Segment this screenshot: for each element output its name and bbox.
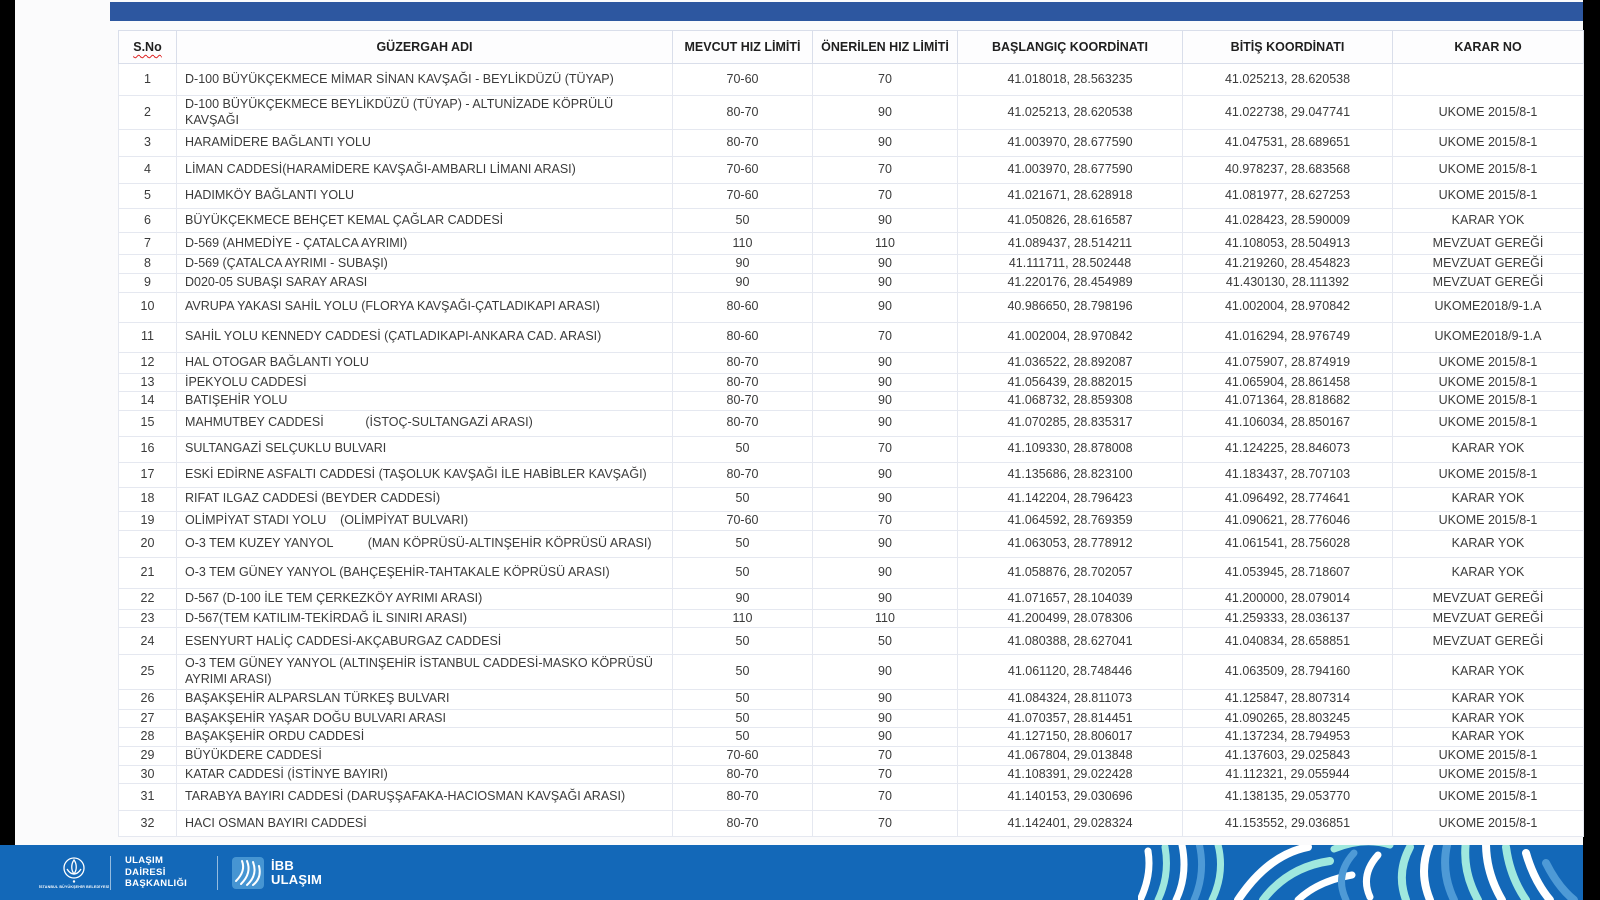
cell-end-coord: 41.096492, 28.774641 [1183,487,1393,511]
cell-decision: UKOME 2015/8-1 [1393,511,1584,530]
cell-end-coord: 41.090621, 28.776046 [1183,511,1393,530]
col-header-start-coord: BAŞLANGIÇ KOORDİNATI [958,31,1183,64]
table-row [119,588,1584,609]
cell-sno: 31 [119,784,177,811]
cell-current-limit: 50 [673,487,813,511]
table-row [119,689,1584,709]
cell-start-coord: 41.058876, 28.702057 [958,557,1183,588]
footer-divider [217,856,218,890]
cell-end-coord: 41.047531, 28.689651 [1183,130,1393,157]
cell-sno: 8 [119,255,177,274]
cell-end-coord: 40.978237, 28.683568 [1183,157,1393,184]
cell-proposed-limit: 110 [813,233,958,255]
cell-proposed-limit: 90 [813,273,958,292]
ibb-emblem-caption: İSTANBUL BÜYÜKŞEHİR BELEDİYESİ [38,884,110,889]
cell-start-coord: 41.018018, 28.563235 [958,64,1183,96]
table-row [119,728,1584,747]
table-row [119,352,1584,373]
cell-end-coord: 41.137603, 29.025843 [1183,746,1393,765]
cell-route: BAŞAKŞEHİR ORDU CADDESİ [177,728,673,747]
table-row [119,410,1584,436]
cell-current-limit: 80-60 [673,322,813,352]
cell-sno: 19 [119,511,177,530]
cell-decision: UKOME 2015/8-1 [1393,746,1584,765]
cell-end-coord: 41.090265, 28.803245 [1183,709,1393,728]
cell-proposed-limit: 90 [813,255,958,274]
cell-decision: KARAR YOK [1393,709,1584,728]
table-row [119,609,1584,628]
cell-current-limit: 50 [673,628,813,655]
cell-current-limit: 80-70 [673,373,813,392]
cell-proposed-limit: 90 [813,209,958,233]
cell-current-limit: 70-60 [673,746,813,765]
department-label: ULAŞIM DAİRESİ BAŞKANLIĞI [125,854,188,890]
cell-decision: UKOME 2015/8-1 [1393,373,1584,392]
cell-end-coord: 41.028423, 28.590009 [1183,209,1393,233]
cell-decision: MEVZUAT GEREĞİ [1393,609,1584,628]
cell-end-coord: 41.016294, 28.976749 [1183,322,1393,352]
footer-logos [38,845,329,900]
cell-end-coord: 41.063509, 28.794160 [1183,655,1393,689]
cell-sno: 23 [119,609,177,628]
cell-decision: KARAR YOK [1393,557,1584,588]
cell-route: İPEKYOLU CADDESİ [177,373,673,392]
cell-end-coord: 41.112321, 29.055944 [1183,765,1393,784]
cell-decision: UKOME 2015/8-1 [1393,784,1584,811]
cell-current-limit: 80-70 [673,784,813,811]
cell-current-limit: 90 [673,255,813,274]
cell-start-coord: 41.067804, 29.013848 [958,746,1183,765]
col-header-current-limit: MEVCUT HIZ LİMİTİ [673,31,813,64]
cell-sno: 4 [119,157,177,184]
table-row [119,765,1584,784]
cell-end-coord: 41.183437, 28.707103 [1183,462,1393,487]
cell-start-coord: 41.142401, 29.028324 [958,811,1183,837]
table-row [119,557,1584,588]
cell-decision: KARAR YOK [1393,436,1584,462]
cell-proposed-limit: 90 [813,709,958,728]
cell-end-coord: 41.137234, 28.794953 [1183,728,1393,747]
cell-current-limit: 50 [673,709,813,728]
cell-route: O-3 TEM GÜNEY YANYOL (BAHÇEŞEHİR-TAHTAKALE KÖPRÜSÜ ARASI) [177,557,673,588]
cell-start-coord: 41.056439, 28.882015 [958,373,1183,392]
cell-end-coord: 41.022738, 29.047741 [1183,96,1393,130]
col-header-route: GÜZERGAH ADI [177,31,673,64]
cell-sno: 24 [119,628,177,655]
cell-current-limit: 50 [673,209,813,233]
cell-end-coord: 41.259333, 28.036137 [1183,609,1393,628]
cell-decision: UKOME 2015/8-1 [1393,811,1584,837]
cell-end-coord: 41.430130, 28.111392 [1183,273,1393,292]
col-header-decision: KARAR NO [1393,31,1584,64]
cell-sno: 15 [119,410,177,436]
cell-decision: UKOME 2015/8-1 [1393,157,1584,184]
cell-route: HAL OTOGAR BAĞLANTI YOLU [177,352,673,373]
cell-end-coord: 41.124225, 28.846073 [1183,436,1393,462]
cell-proposed-limit: 90 [813,96,958,130]
table-row [119,130,1584,157]
cell-current-limit: 90 [673,588,813,609]
cell-sno: 28 [119,728,177,747]
cell-end-coord: 41.002004, 28.970842 [1183,292,1393,322]
cell-current-limit: 50 [673,530,813,557]
cell-decision: UKOME 2015/8-1 [1393,352,1584,373]
cell-route: KATAR CADDESİ (İSTİNYE BAYIRI) [177,765,673,784]
cell-sno: 13 [119,373,177,392]
cell-start-coord: 41.071657, 28.104039 [958,588,1183,609]
table-row [119,157,1584,184]
cell-route: BÜYÜKÇEKMECE BEHÇET KEMAL ÇAĞLAR CADDESİ [177,209,673,233]
cell-sno: 32 [119,811,177,837]
cell-current-limit: 110 [673,233,813,255]
cell-proposed-limit: 90 [813,352,958,373]
cell-route: ESENYURT HALİÇ CADDESİ-AKÇABURGAZ CADDESİ [177,628,673,655]
cell-proposed-limit: 90 [813,392,958,411]
cell-proposed-limit: 90 [813,689,958,709]
cell-end-coord: 41.081977, 28.627253 [1183,184,1393,209]
cell-start-coord: 41.142204, 28.796423 [958,487,1183,511]
cell-proposed-limit: 70 [813,157,958,184]
table-row [119,530,1584,557]
table-row [119,487,1584,511]
cell-decision: UKOME2018/9-1.A [1393,322,1584,352]
cell-start-coord: 41.200499, 28.078306 [958,609,1183,628]
cell-proposed-limit: 110 [813,609,958,628]
cell-decision: MEVZUAT GEREĞİ [1393,273,1584,292]
cell-start-coord: 41.021671, 28.628918 [958,184,1183,209]
top-accent-bar [110,2,1583,21]
cell-route: O-3 TEM KUZEY YANYOL (MAN KÖPRÜSÜ-ALTINŞEHİR KÖPRÜSÜ ARASI) [177,530,673,557]
cell-sno: 1 [119,64,177,96]
cell-proposed-limit: 90 [813,130,958,157]
cell-proposed-limit: 70 [813,184,958,209]
cell-start-coord: 41.080388, 28.627041 [958,628,1183,655]
speed-limit-table [118,30,1584,837]
table-body [119,64,1584,837]
cell-proposed-limit: 70 [813,784,958,811]
cell-start-coord: 41.036522, 28.892087 [958,352,1183,373]
cell-current-limit: 50 [673,557,813,588]
col-header-end-coord: BİTİŞ KOORDİNATI [1183,31,1393,64]
cell-route: ESKİ EDİRNE ASFALTI CADDESİ (TAŞOLUK KAVŞAĞI İLE HABİBLER KAVŞAĞI) [177,462,673,487]
cell-current-limit: 80-70 [673,130,813,157]
cell-start-coord: 41.003970, 28.677590 [958,157,1183,184]
cell-end-coord: 41.153552, 29.036851 [1183,811,1393,837]
cell-proposed-limit: 70 [813,746,958,765]
cell-route: TARABYA BAYIRI CADDESİ (DARUŞŞAFAKA-HACIOSMAN KAVŞAĞI ARASI) [177,784,673,811]
cell-sno: 22 [119,588,177,609]
cell-sno: 12 [119,352,177,373]
ibb-emblem-icon [61,855,87,885]
cell-start-coord: 41.070285, 28.835317 [958,410,1183,436]
cell-sno: 20 [119,530,177,557]
cell-start-coord: 41.127150, 28.806017 [958,728,1183,747]
cell-route: BATIŞEHİR YOLU [177,392,673,411]
cell-route: HACI OSMAN BAYIRI CADDESİ [177,811,673,837]
cell-start-coord: 41.108391, 29.022428 [958,765,1183,784]
cell-current-limit: 80-70 [673,811,813,837]
cell-start-coord: 41.111711, 28.502448 [958,255,1183,274]
cell-route: D-567(TEM KATILIM-TEKİRDAĞ İL SINIRI ARASI) [177,609,673,628]
table-row [119,209,1584,233]
cell-route: SULTANGAZİ SELÇUKLU BULVARI [177,436,673,462]
cell-decision: MEVZUAT GEREĞİ [1393,588,1584,609]
ibb-ulasim-logo [232,857,329,889]
cell-sno: 14 [119,392,177,411]
cell-route: OLİMPİYAT STADI YOLU (OLİMPİYAT BULVARI) [177,511,673,530]
table-row [119,322,1584,352]
cell-sno: 10 [119,292,177,322]
cell-proposed-limit: 50 [813,628,958,655]
cell-proposed-limit: 90 [813,487,958,511]
cell-end-coord: 41.065904, 28.861458 [1183,373,1393,392]
cell-decision: KARAR YOK [1393,689,1584,709]
cell-start-coord: 41.220176, 28.454989 [958,273,1183,292]
cell-route: HARAMİDERE BAĞLANTI YOLU [177,130,673,157]
table-row [119,373,1584,392]
fingerprint-graphic [1138,845,1583,900]
cell-current-limit: 80-70 [673,96,813,130]
cell-proposed-limit: 90 [813,530,958,557]
cell-decision: MEVZUAT GEREĞİ [1393,255,1584,274]
cell-route: D-100 BÜYÜKÇEKMECE MİMAR SİNAN KAVŞAĞI - BEYLİKDÜZÜ (TÜYAP) [177,64,673,96]
table-row [119,392,1584,411]
table-row [119,64,1584,96]
table-header-row [119,31,1584,64]
cell-start-coord: 40.986650, 28.798196 [958,292,1183,322]
cell-decision: KARAR YOK [1393,209,1584,233]
cell-proposed-limit: 90 [813,410,958,436]
cell-decision [1393,64,1584,96]
table-row [119,709,1584,728]
table-row [119,292,1584,322]
cell-start-coord: 41.068732, 28.859308 [958,392,1183,411]
cell-sno: 26 [119,689,177,709]
table-row [119,655,1584,689]
footer-bar [0,845,1583,900]
cell-decision: UKOME 2015/8-1 [1393,765,1584,784]
cell-current-limit: 80-70 [673,392,813,411]
cell-proposed-limit: 70 [813,322,958,352]
cell-start-coord: 41.050826, 28.616587 [958,209,1183,233]
cell-route: BÜYÜKDERE CADDESİ [177,746,673,765]
cell-proposed-limit: 90 [813,373,958,392]
cell-sno: 11 [119,322,177,352]
cell-start-coord: 41.061120, 28.748446 [958,655,1183,689]
cell-proposed-limit: 90 [813,588,958,609]
cell-route: D-567 (D-100 İLE TEM ÇERKEZKÖY AYRIMI ARASI) [177,588,673,609]
cell-decision: UKOME2018/9-1.A [1393,292,1584,322]
table-row [119,273,1584,292]
cell-end-coord: 41.108053, 28.504913 [1183,233,1393,255]
cell-end-coord: 41.219260, 28.454823 [1183,255,1393,274]
cell-current-limit: 110 [673,609,813,628]
cell-end-coord: 41.053945, 28.718607 [1183,557,1393,588]
cell-route: BAŞAKŞEHİR YAŞAR DOĞU BULVARI ARASI [177,709,673,728]
table-row [119,96,1584,130]
cell-proposed-limit: 90 [813,292,958,322]
cell-end-coord: 41.071364, 28.818682 [1183,392,1393,411]
cell-start-coord: 41.089437, 28.514211 [958,233,1183,255]
cell-sno: 6 [119,209,177,233]
cell-proposed-limit: 90 [813,728,958,747]
table-row [119,628,1584,655]
cell-current-limit: 50 [673,655,813,689]
cell-start-coord: 41.135686, 28.823100 [958,462,1183,487]
ibb-ulasim-icon [232,857,264,889]
cell-start-coord: 41.003970, 28.677590 [958,130,1183,157]
speed-limit-table-wrap [118,30,1583,837]
cell-start-coord: 41.025213, 28.620538 [958,96,1183,130]
cell-route: SAHİL YOLU KENNEDY CADDESİ (ÇATLADIKAPI-ANKARA CAD. ARASI) [177,322,673,352]
cell-decision: UKOME 2015/8-1 [1393,410,1584,436]
cell-sno: 17 [119,462,177,487]
table-row [119,233,1584,255]
cell-sno: 5 [119,184,177,209]
cell-route: D-569 (AHMEDİYE - ÇATALCA AYRIMI) [177,233,673,255]
cell-sno: 7 [119,233,177,255]
cell-current-limit: 70-60 [673,64,813,96]
col-header-proposed-limit: ÖNERİLEN HIZ LİMİTİ [813,31,958,64]
cell-start-coord: 41.140153, 29.030696 [958,784,1183,811]
cell-current-limit: 70-60 [673,511,813,530]
ibb-municipality-logo [38,855,110,890]
cell-sno: 3 [119,130,177,157]
cell-decision: UKOME 2015/8-1 [1393,462,1584,487]
cell-route: LİMAN CADDESİ(HARAMİDERE KAVŞAĞI-AMBARLI LİMANI ARASI) [177,157,673,184]
cell-sno: 27 [119,709,177,728]
cell-decision: UKOME 2015/8-1 [1393,130,1584,157]
cell-proposed-limit: 90 [813,557,958,588]
cell-route: D-569 (ÇATALCA AYRIMI - SUBAŞI) [177,255,673,274]
cell-current-limit: 50 [673,436,813,462]
cell-decision: KARAR YOK [1393,728,1584,747]
cell-start-coord: 41.002004, 28.970842 [958,322,1183,352]
cell-current-limit: 50 [673,689,813,709]
cell-sno: 21 [119,557,177,588]
cell-start-coord: 41.070357, 28.814451 [958,709,1183,728]
cell-decision: KARAR YOK [1393,487,1584,511]
table-row [119,255,1584,274]
col-header-sno [119,31,177,64]
table-row [119,511,1584,530]
cell-decision: MEVZUAT GEREĞİ [1393,628,1584,655]
cell-route: BAŞAKŞEHİR ALPARSLAN TÜRKEŞ BULVARI [177,689,673,709]
cell-sno: 9 [119,273,177,292]
cell-route: O-3 TEM GÜNEY YANYOL (ALTINŞEHİR İSTANBUL CADDESİ-MASKO KÖPRÜSÜ AYRIMI ARASI) [177,655,673,689]
cell-route: MAHMUTBEY CADDESİ (İSTOÇ-SULTANGAZİ ARASI) [177,410,673,436]
cell-route: D-100 BÜYÜKÇEKMECE BEYLİKDÜZÜ (TÜYAP) - ALTUNİZADE KÖPRÜLÜ KAVŞAĞI [177,96,673,130]
cell-end-coord: 41.106034, 28.850167 [1183,410,1393,436]
table-row [119,184,1584,209]
cell-end-coord: 41.075907, 28.874919 [1183,352,1393,373]
cell-decision: UKOME 2015/8-1 [1393,392,1584,411]
cell-sno: 25 [119,655,177,689]
table-row [119,746,1584,765]
cell-start-coord: 41.084324, 28.811073 [958,689,1183,709]
cell-end-coord: 41.200000, 28.079014 [1183,588,1393,609]
table-row [119,462,1584,487]
cell-proposed-limit: 70 [813,64,958,96]
cell-sno: 2 [119,96,177,130]
cell-sno: 29 [119,746,177,765]
cell-sno: 16 [119,436,177,462]
cell-decision: MEVZUAT GEREĞİ [1393,233,1584,255]
cell-end-coord: 41.061541, 28.756028 [1183,530,1393,557]
cell-current-limit: 80-70 [673,462,813,487]
col-header-sno-label: S.No [133,40,162,54]
cell-end-coord: 41.040834, 28.658851 [1183,628,1393,655]
cell-current-limit: 70-60 [673,184,813,209]
table-row [119,784,1584,811]
cell-proposed-limit: 70 [813,765,958,784]
cell-decision: KARAR YOK [1393,655,1584,689]
footer-divider [110,856,111,890]
cell-route: D020-05 SUBAŞI SARAY ARASI [177,273,673,292]
table-row [119,811,1584,837]
cell-sno: 30 [119,765,177,784]
cell-route: HADIMKÖY BAĞLANTI YOLU [177,184,673,209]
cell-proposed-limit: 70 [813,511,958,530]
cell-route: AVRUPA YAKASI SAHİL YOLU (FLORYA KAVŞAĞI-ÇATLADIKAPI ARASI) [177,292,673,322]
document-slide [15,0,1583,845]
cell-end-coord: 41.138135, 29.053770 [1183,784,1393,811]
cell-current-limit: 80-70 [673,765,813,784]
cell-start-coord: 41.109330, 28.878008 [958,436,1183,462]
cell-start-coord: 41.063053, 28.778912 [958,530,1183,557]
cell-decision: KARAR YOK [1393,530,1584,557]
cell-proposed-limit: 90 [813,462,958,487]
ibb-ulasim-label: İBB ULAŞIM [271,857,323,887]
cell-sno: 18 [119,487,177,511]
cell-route: RIFAT ILGAZ CADDESİ (BEYDER CADDESİ) [177,487,673,511]
table-row [119,436,1584,462]
cell-current-limit: 80-70 [673,410,813,436]
cell-current-limit: 50 [673,728,813,747]
cell-proposed-limit: 70 [813,811,958,837]
cell-decision: UKOME 2015/8-1 [1393,184,1584,209]
cell-start-coord: 41.064592, 28.769359 [958,511,1183,530]
cell-proposed-limit: 70 [813,436,958,462]
cell-current-limit: 80-60 [673,292,813,322]
cell-end-coord: 41.025213, 28.620538 [1183,64,1393,96]
cell-end-coord: 41.125847, 28.807314 [1183,689,1393,709]
cell-decision: UKOME 2015/8-1 [1393,96,1584,130]
cell-current-limit: 90 [673,273,813,292]
cell-current-limit: 70-60 [673,157,813,184]
cell-current-limit: 80-70 [673,352,813,373]
cell-proposed-limit: 90 [813,655,958,689]
